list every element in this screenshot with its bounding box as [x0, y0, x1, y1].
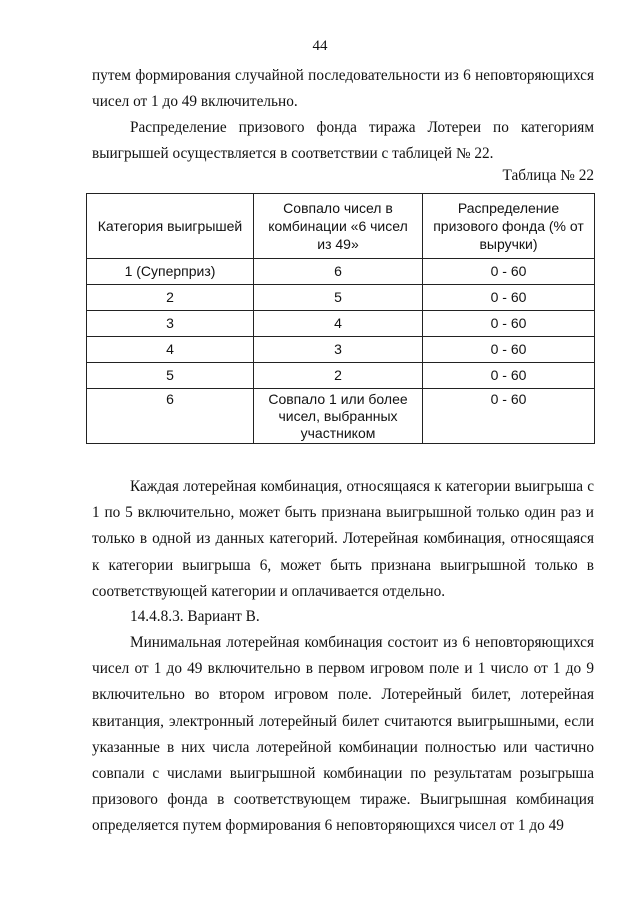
cell-distribution: 0 - 60 — [423, 311, 595, 337]
header-category: Категория выигрышей — [87, 194, 254, 259]
cell-matched: 4 — [254, 311, 423, 337]
intro-paragraph-2: Распределение призового фонда тиража Лотереи по категориям выигрышей осуществляется в соответствии с таблицей № 22. — [92, 119, 594, 163]
intro-paragraph-1: путем формирования случайной последовательности из 6 неповторяющихся чисел от 1 до 49 включительно. — [92, 67, 594, 111]
cell-category: 5 — [87, 363, 254, 389]
header-matched-numbers: Совпало чисел в комбинации «6 чисел из 49» — [254, 194, 423, 259]
cell-category: 4 — [87, 337, 254, 363]
cell-distribution: 0 - 60 — [423, 389, 595, 444]
cell-distribution: 0 - 60 — [423, 259, 595, 285]
cell-matched: Совпало 1 или более чисел, выбранных участником — [254, 389, 423, 444]
section-heading: 14.4.8.3. Вариант В. — [130, 608, 260, 625]
body-paragraph-winning-categories: Каждая лотерейная комбинация, относящаяся к категории выигрыша с 1 по 5 включительно, может быть признана выигрышной только один раз и только в одной из данных категорий. Лотерейная комбинация, относящаяся к категории выигрыша 6, может быть признана выигрышной только в соответствующей категории и оплачивается отдельно. — [92, 478, 594, 600]
table-row — [87, 285, 595, 311]
cell-category: 2 — [87, 285, 254, 311]
cell-matched: 3 — [254, 337, 423, 363]
cell-distribution: 0 - 60 — [423, 285, 595, 311]
table-row — [87, 311, 595, 337]
cell-category: 3 — [87, 311, 254, 337]
cell-matched: 5 — [254, 285, 423, 311]
cell-category: 6 — [87, 389, 254, 444]
cell-category: 1 (Суперприз) — [87, 259, 254, 285]
cell-distribution: 0 - 60 — [423, 363, 595, 389]
table-row — [87, 389, 595, 444]
body-paragraph-variant-b: Минимальная лотерейная комбинация состоит из 6 неповторяющихся чисел от 1 до 49 включительно в первом игровом поле и 1 число от 1 до 9 включительно во втором игровом поле. Лотерейный билет, лотерейная квитанция, электронный лотерейный билет считаются выигрышными, если указанные в них числа лотерейной комбинации полностью или частично совпали с числами выигрышной комбинации по результатам розыгрыша призового фонда в соответствующем тираже. Выигрышная комбинация определяется путем формирования 6 неповторяющихся чисел от 1 до 49 — [92, 634, 594, 835]
table-row — [87, 363, 595, 389]
cell-matched: 6 — [254, 259, 423, 285]
cell-distribution: 0 - 60 — [423, 337, 595, 363]
header-prize-distribution: Распределение призового фонда (% от выручки) — [423, 194, 595, 259]
cell-matched: 2 — [254, 363, 423, 389]
table-caption: Таблица № 22 — [502, 167, 594, 184]
table-row — [87, 337, 595, 363]
prize-distribution-table — [86, 193, 595, 444]
table-row — [87, 259, 595, 285]
table-header-row — [87, 194, 595, 259]
page-number: 44 — [312, 38, 328, 54]
